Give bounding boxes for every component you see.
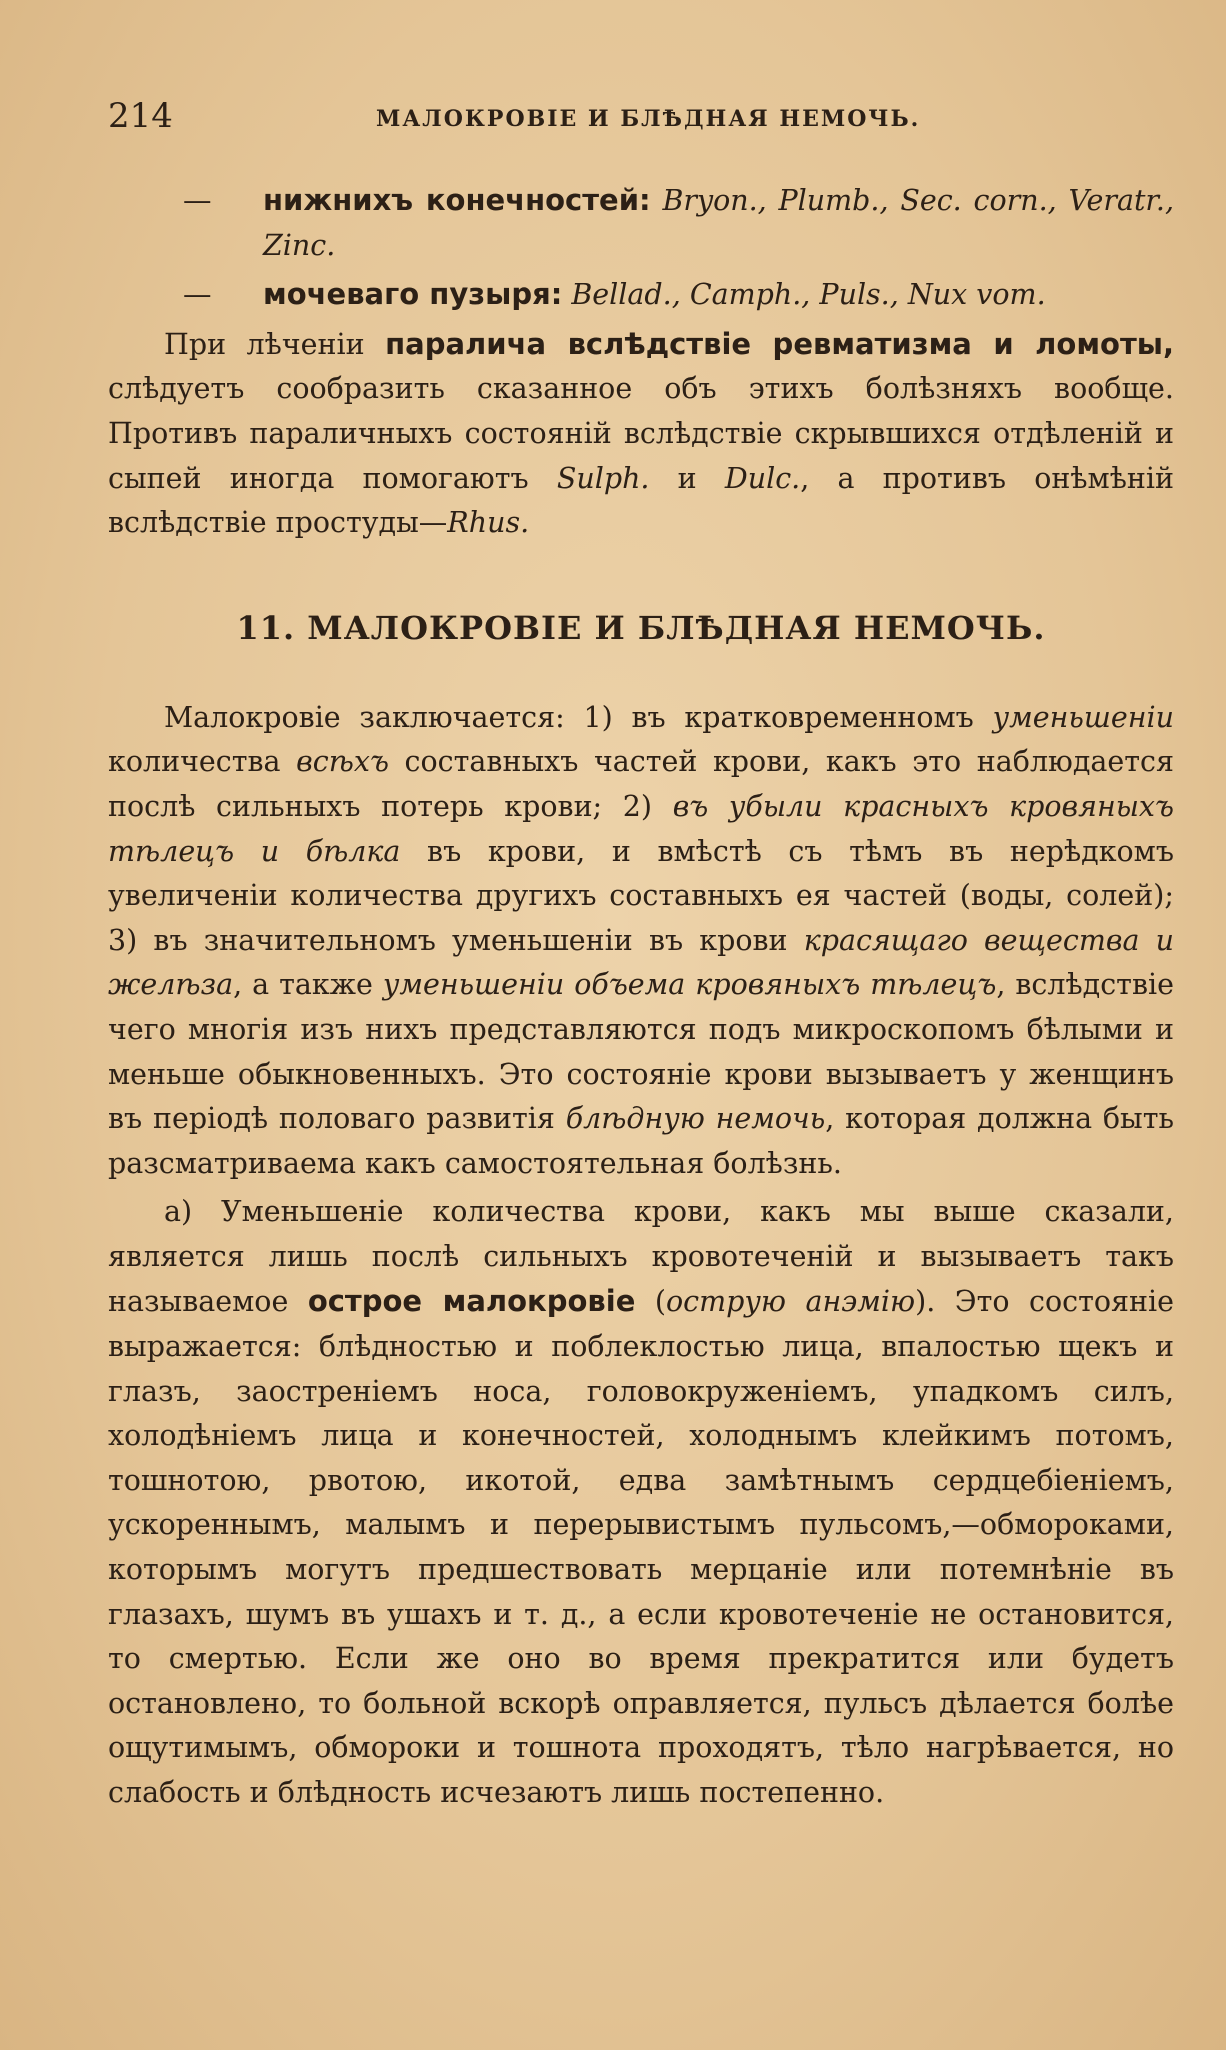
text-run: , а также — [233, 968, 383, 1002]
emphasis-italic: уменьшеніи объема кровяныхъ тѣлецъ — [382, 968, 997, 1002]
emphasis-italic: блѣдную немочь — [565, 1102, 826, 1136]
paragraph-paralysis — [108, 322, 1174, 546]
list-dash: — — [183, 184, 212, 217]
text-run: и — [649, 461, 725, 495]
emphasis-bold: паралича вслѣдствіе ревматизма и ломоты, — [385, 326, 1174, 361]
remedy-name: Dulc. — [724, 461, 801, 495]
emphasis-italic: всѣхъ — [296, 745, 389, 779]
list-remedies: Bryon., Plumb., Sec. corn., Veratr., Zinc. — [263, 184, 1175, 262]
list-remedies: Bellad., Camph., Puls., Nux vom. — [571, 278, 1046, 312]
remedy-name: Rhus. — [447, 506, 530, 540]
list-term: нижнихъ конечностей: — [263, 183, 651, 217]
emphasis-bold: острое малокровіе — [307, 1284, 636, 1319]
running-title: МАЛОКРОВІЕ И БЛѢДНАЯ НЕМОЧЬ. — [376, 106, 921, 132]
text-run: При лѣченіи — [164, 327, 386, 361]
text-run: , которая должна быть разсматриваема какъ самостоятельная болѣзнь. — [108, 1102, 1174, 1180]
text-run: ). Это состояніе выражается: блѣдностью и поблеклостью лица, впалостью щекъ и глазъ, заостреніемъ носа, головокруженіемъ, упадкомъ силъ, холодѣніемъ лица и конечностей, холоднымъ клейкимъ потомъ, тошнотою, рвотою, икотой, едва замѣтнымъ сердцебіеніемъ, ускореннымъ, малымъ и перерывистымъ пульсомъ,—обмороками, которымъ могутъ предшествовать мерцаніе или потемнѣніе въ глазахъ, шумъ въ ушахъ и т. д., а если кровотеченіе не остановится, то смертью. Если же оно во время прекратится или будетъ остановлено, то больной вскорѣ оправляется, пульсъ дѣлается болѣе ощутимымъ, обмороки и тошнота проходятъ, тѣло нагрѣвается, но слабость и блѣдность исчезаютъ лишь постепенно. — [108, 1285, 1174, 1809]
running-header — [108, 96, 1178, 144]
text-run: , вслѣдствіе чего многія изъ нихъ представляются подъ микроскопомъ бѣлыми и меньше обыкновенныхъ. Это состояніе крови вызываетъ у женщинъ въ періодѣ половаго развитія — [108, 968, 1174, 1136]
text-run: а) Уменьшеніе количества крови, какъ мы выше сказали, является лишь послѣ сильныхъ кровотеченій и вызываетъ такъ называемое — [108, 1195, 1174, 1319]
paragraph-acute-anemia — [108, 1190, 1174, 1815]
page-body — [108, 178, 1174, 1816]
section-heading: 11. МАЛОКРОВІЕ И БЛѢДНАЯ НЕМОЧЬ. — [236, 608, 1046, 647]
list-item — [108, 178, 1174, 268]
emphasis-italic: уменьшеніи — [992, 700, 1174, 734]
page-number: 214 — [108, 96, 173, 136]
list-term: мочеваго пузыря: — [263, 277, 563, 312]
emphasis-italic: въ убыли красныхъ кровяныхъ тѣлецъ и бѣлка — [108, 789, 1175, 868]
text-run: количества — [108, 745, 297, 779]
remedy-name: Sulph. — [556, 461, 650, 495]
text-run: Малокровіе заключается: 1) въ кратковременномъ — [164, 700, 993, 734]
emphasis-italic: красящаго вещества и желѣза — [108, 923, 1174, 1002]
list-item — [108, 272, 1174, 318]
text-run: въ крови, и вмѣстѣ съ тѣмъ въ нерѣдкомъ увеличеніи количества другихъ составныхъ ея частей (воды, солей); 3) въ значительномъ уменьшеніи въ крови — [108, 834, 1174, 957]
paragraph-anemia-definition — [108, 696, 1174, 1187]
text-run: ( — [635, 1285, 667, 1319]
emphasis-italic: острую анэмію — [666, 1285, 916, 1319]
text-run: составныхъ частей крови, какъ это наблюдается послѣ сильныхъ потерь крови; 2) — [108, 745, 1174, 823]
text-run: , а противъ онѣмѣній вслѣдствіе простуды— — [108, 461, 1174, 540]
list-dash: — — [183, 278, 212, 312]
text-run: слѣдуетъ сообразить сказанное объ этихъ болѣзняхъ вообще. Противъ параличныхъ состояній вслѣдствіе скрывшихся отдѣленій и сыпей иногда помогаютъ — [108, 372, 1174, 495]
